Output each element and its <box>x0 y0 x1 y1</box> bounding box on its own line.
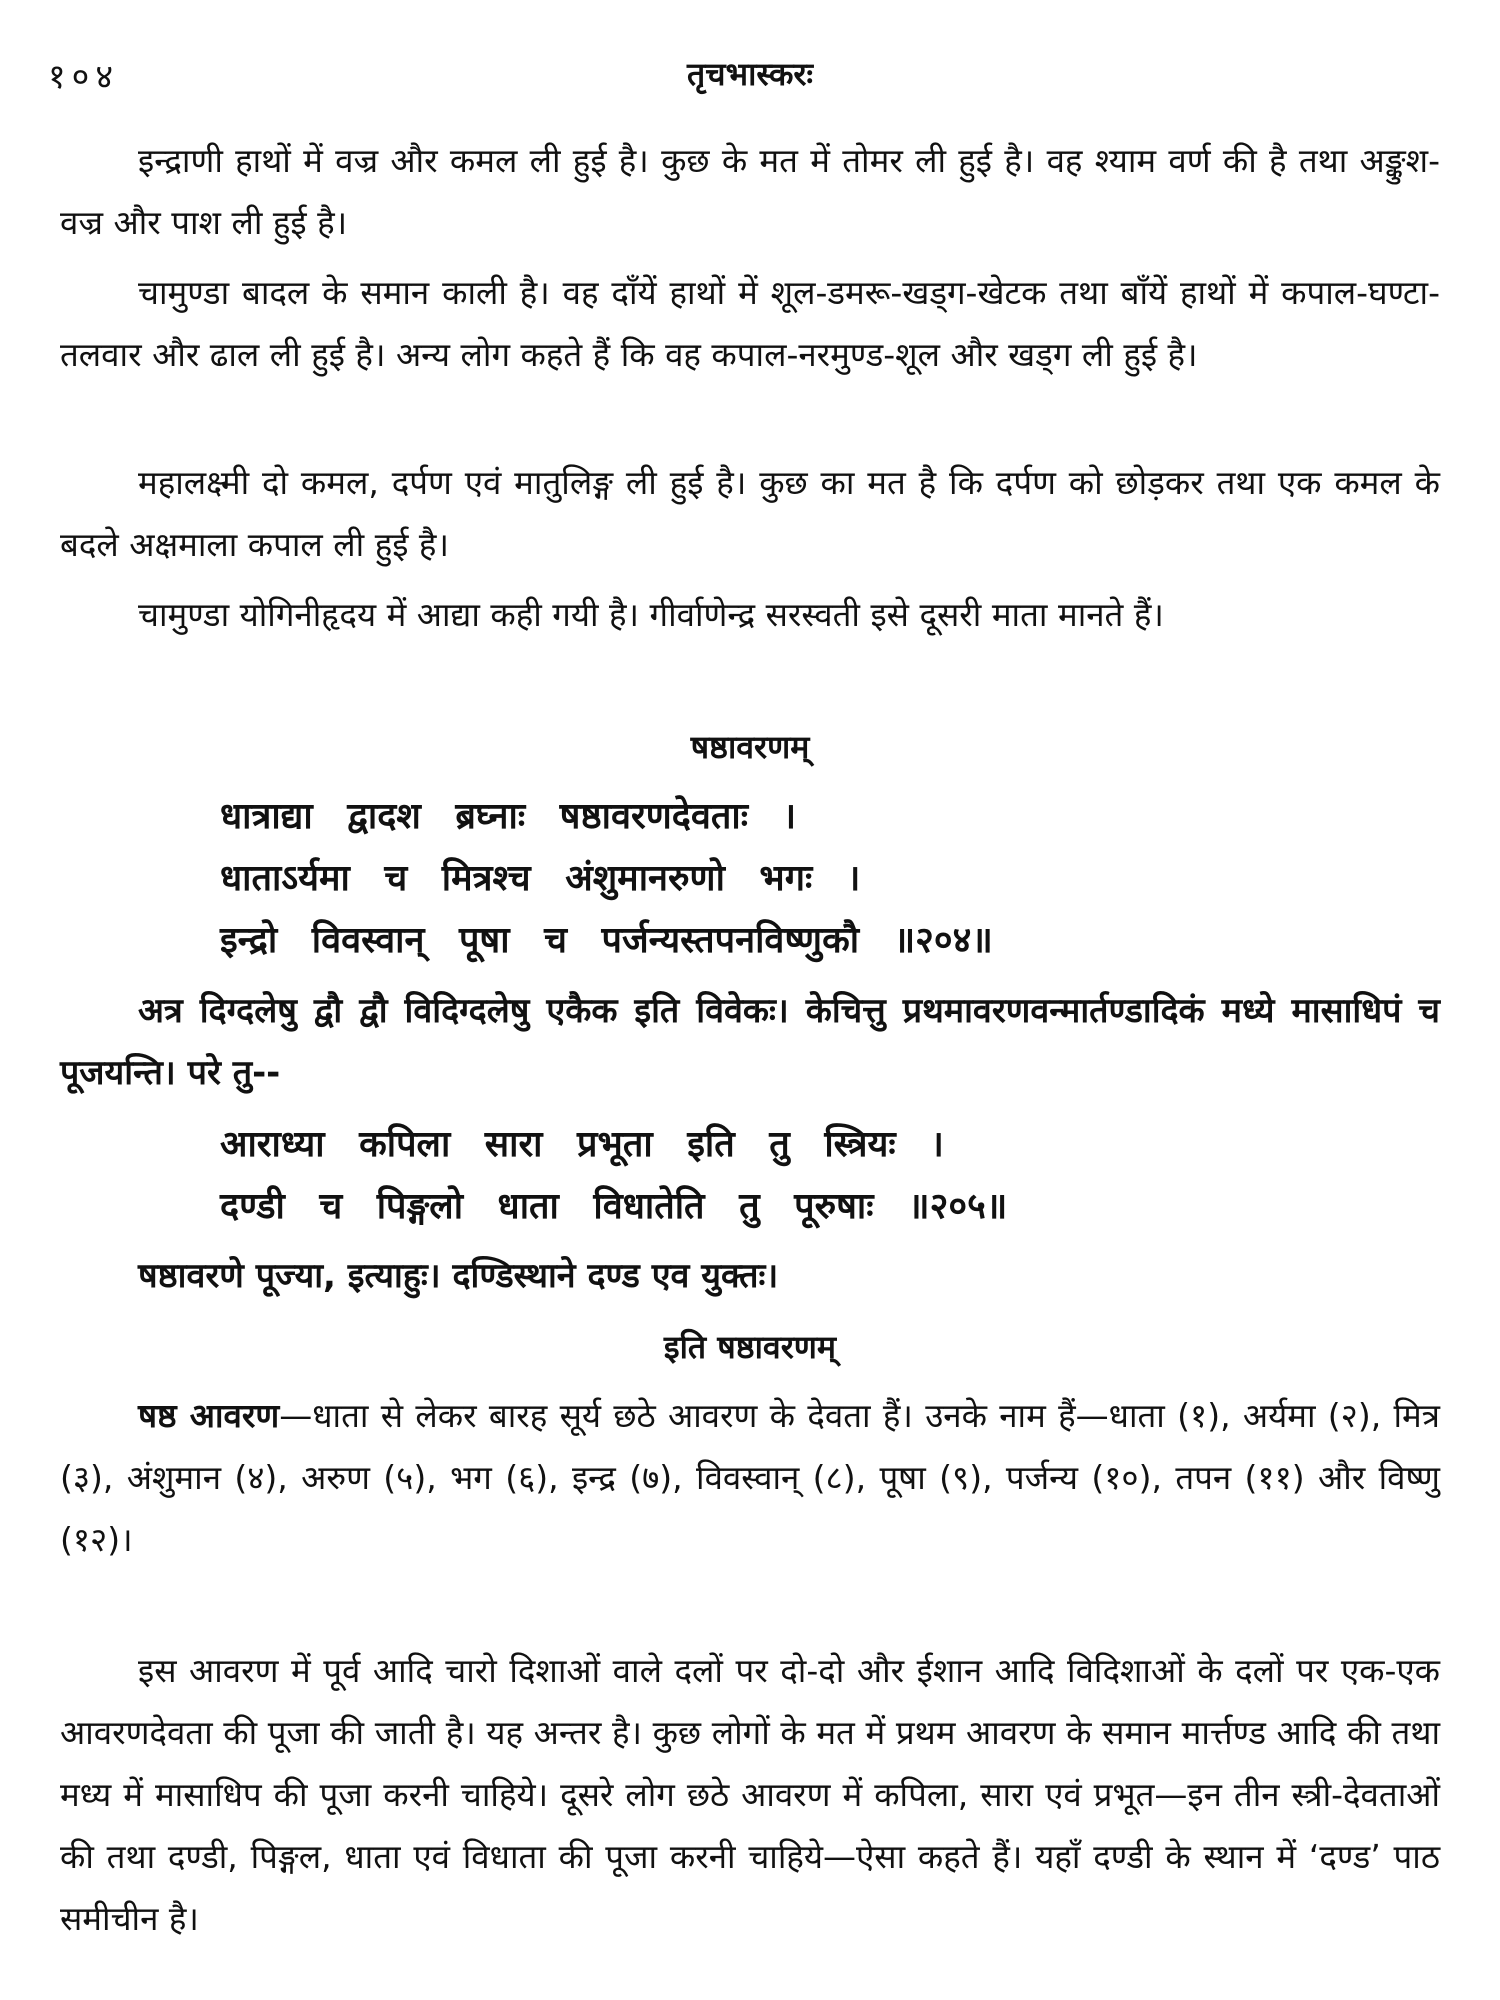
closing-heading: इति षष्ठावरणम् <box>663 1328 837 1366</box>
verse-line: धात्राद्या द्वादश ब्रघ्नाः षष्ठावरणदेवताः । <box>220 796 797 837</box>
paragraph-indrani: इन्द्राणी हाथों में वज्र और कमल ली हुई है। कुछ के मत में तोमर ली हुई है। वह श्याम वर्ण की है तथा अङ्कुश-वज्र और पाश ली हुई है। <box>60 141 1440 242</box>
verse-line: दण्डी च पिङ्गलो धाता विधातेति तु पूरुषाः ॥२०५॥ <box>220 1186 1008 1227</box>
commentary-paragraph: षष्ठावरणे पूज्या, इत्याहुः। दण्डिस्थाने दण्ड एव युक्तः। <box>138 1256 779 1296</box>
verse-line: धाताऽर्यमा च मित्रश्च अंशुमानरुणो भगः । <box>220 858 861 899</box>
commentary-paragraph: अत्र दिग्दलेषु द्वौ द्वौ विदिग्दलेषु एकैक इति विवेकः। केचित्तु प्रथमावरणवन्मार्तण्डादिकं मध्ये मासाधिपं च पूजयन्ति। परे तु-- <box>60 991 1440 1093</box>
page-number: १०४ <box>48 57 120 97</box>
paragraph-mahalakshmi: महालक्ष्मी दो कमल, दर्पण एवं मातुलिङ्ग ली हुई है। कुछ का मत है कि दर्पण को छोड़कर तथा एक कमल के बदले अक्षमाला कपाल ली हुई है। <box>60 463 1440 564</box>
page-header <box>48 52 1452 102</box>
paragraph-chamunda: चामुण्डा बादल के समान काली है। वह दाँयें हाथों में शूल-डमरू-खड्ग-खेटक तथा बाँयें हाथों में कपाल-घण्टा-तलवार और ढाल ली हुई है। अन्य लोग कहते हैं कि वह कपाल-नरमुण्ड-शूल और खड्ग ली हुई है। <box>60 273 1440 374</box>
verse-line: इन्द्रो विवस्वान् पूषा च पर्जन्यस्तपनविष्णुकौ ॥२०४॥ <box>220 920 993 961</box>
translation-text: —धाता से लेकर बारह सूर्य छठे आवरण के देवता हैं। उनके नाम हैं—धाता (१), अर्यमा (२), मित्र (३), अंशुमान (४), अरुण (५), भग (६), इन्द्र (७), विवस्वान् (८), पूषा (९), पर्जन्य (१०), तपन (११) और विष्णु (१२)। <box>60 1396 1440 1559</box>
verse-line: आराध्या कपिला सारा प्रभूता इति तु स्त्रियः । <box>220 1124 944 1165</box>
final-paragraph: इस आवरण में पूर्व आदि चारो दिशाओं वाले दलों पर दो-दो और ईशान आदि विदिशाओं के दलों पर एक-एक आवरणदेवता की पूजा की जाती है। यह अन्तर है। कुछ लोगों के मत में प्रथम आवरण के समान मार्त्तण्ड आदि की तथा मध्य में मासाधिप की पूजा करनी चाहिये। दूसरे लोग छठे आवरण में कपिला, सारा एवं प्रभूत—इन तीन स्त्री-देवताओं की तथा दण्डी, पिङ्गल, धाता एवं विधाता की पूजा करनी चाहिये—ऐसा कहते हैं। यहाँ दण्डी के स्थान में ‘दण्ड’ पाठ समीचीन है। <box>60 1651 1440 1938</box>
translation-paragraph <box>60 1385 1440 1571</box>
translation-lead: षष्ठ आवरण <box>138 1396 280 1435</box>
paragraph-yoginihridaya: चामुण्डा योगिनीहृदय में आद्या कही गयी है। गीर्वाणेन्द्र सरस्वती इसे दूसरी माता मानते हैं। <box>138 595 1164 634</box>
running-title: तृचभास्करः <box>687 55 813 93</box>
section-heading: षष्ठावरणम् <box>690 728 810 766</box>
